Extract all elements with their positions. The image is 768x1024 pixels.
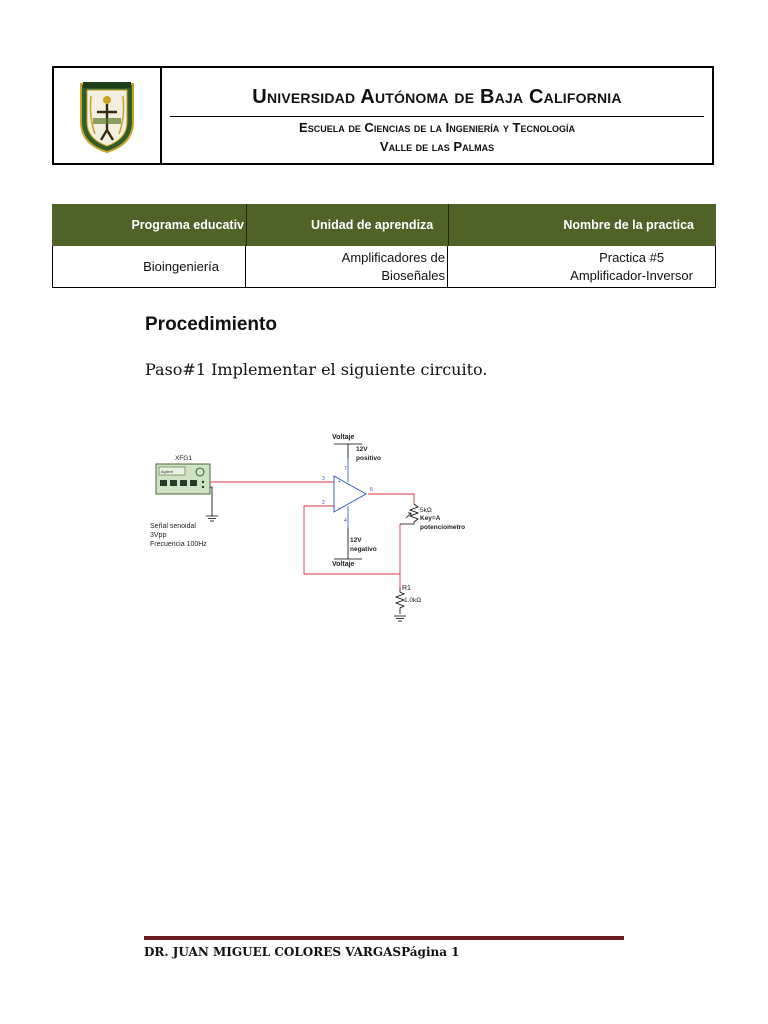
- header-practice: Nombre de la practica: [448, 204, 716, 246]
- title-divider: [170, 116, 704, 117]
- circuit-diagram: [140, 420, 500, 630]
- r1-value: 1.0kΩ: [404, 597, 422, 604]
- generator-name: XFG1: [175, 455, 192, 462]
- section-title: Procedimiento: [145, 314, 277, 335]
- info-table-row: [52, 246, 716, 288]
- vcc-desc: positivo: [356, 455, 381, 462]
- pin-3: 3: [322, 476, 325, 482]
- output-wire: [368, 494, 414, 504]
- cell-unit: [246, 246, 448, 287]
- header-program: Programa educativ: [131, 218, 244, 232]
- vee-desc: negativo: [350, 546, 377, 553]
- vcc-value: 12V: [356, 446, 368, 453]
- info-table: [52, 204, 716, 284]
- pot-name: potenciometro: [420, 524, 466, 531]
- signal-line-3: Frecuencia 100Hz: [150, 541, 207, 548]
- generator-brand: Agilent: [161, 469, 174, 474]
- title-cell: [162, 68, 712, 163]
- pin-6: 6: [370, 487, 373, 493]
- unit-value: [342, 249, 445, 285]
- r1-name: R1: [402, 585, 411, 592]
- footer-divider: [144, 936, 624, 940]
- pin-7: 7: [344, 466, 347, 472]
- unit-line-1: Amplificadores de: [341, 249, 445, 265]
- pot-value: 5kΩ: [420, 507, 432, 514]
- document-header: [52, 66, 714, 165]
- school-name: Escuela de Ciencias de la Ingeniería y Tecnología: [299, 120, 575, 135]
- vcc-label: Voltaje: [332, 434, 355, 441]
- svg-text:−: −: [338, 506, 342, 512]
- svg-text:+: +: [338, 479, 341, 485]
- vee-label: Voltaje: [332, 561, 355, 568]
- header-unit: Unidad de aprendiza: [246, 204, 448, 246]
- vee-value: 12V: [350, 537, 362, 544]
- university-title: Universidad Autónoma de Baja California: [252, 86, 622, 108]
- pin-4: 4: [344, 518, 347, 524]
- pin-2: 2: [322, 500, 325, 506]
- footer-text: DR. JUAN MIGUEL COLORES VARGASPágina 1: [144, 945, 460, 959]
- campus-name: Valle de las Palmas: [379, 139, 495, 154]
- uabc-shield-icon: [77, 78, 137, 154]
- pot-key: Key=A: [420, 515, 441, 522]
- signal-line-2: 3Vpp: [150, 532, 167, 539]
- info-table-header: [52, 204, 716, 246]
- unit-line-2: Bioseñales: [381, 267, 445, 283]
- practice-value: [570, 249, 693, 285]
- signal-line-1: Señal senoidal: [150, 523, 196, 530]
- cell-program: [52, 246, 246, 287]
- practice-line-2: Amplificador-Inversor: [570, 267, 693, 283]
- program-value: Bioingeniería: [143, 259, 219, 274]
- logo-cell: [54, 68, 162, 163]
- cell-practice: [448, 246, 716, 287]
- practice-line-1: Practica #5: [599, 249, 665, 265]
- step-instruction: Paso#1 Implementar el siguiente circuito.: [145, 360, 488, 379]
